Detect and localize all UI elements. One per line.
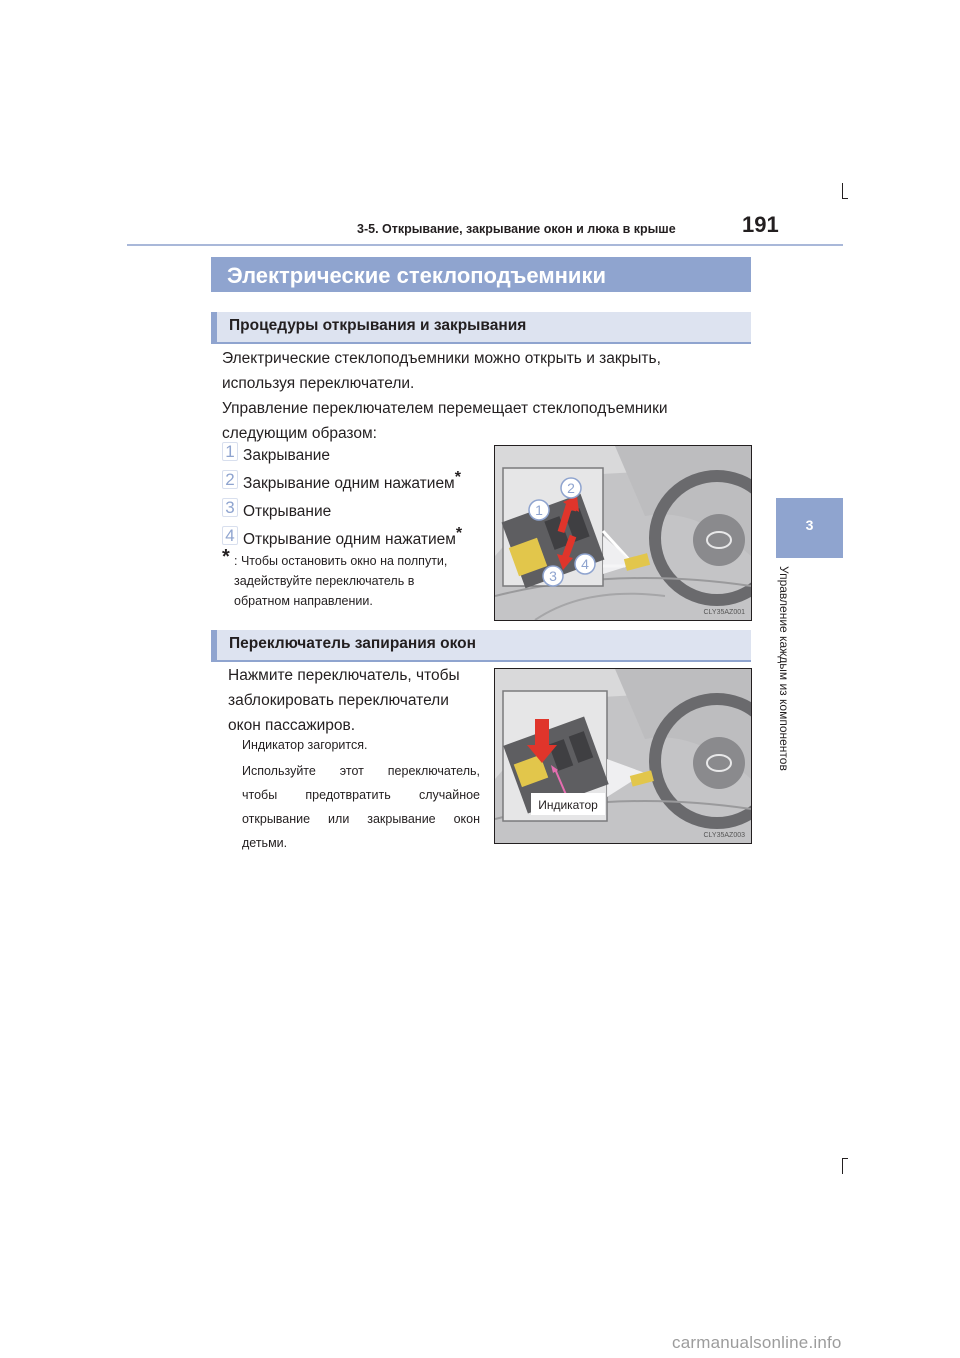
lock-line: окон пассажиров. — [228, 717, 356, 734]
detail-line: Используйте этот переключатель, — [242, 764, 480, 778]
lock-detail — [242, 759, 480, 855]
detail-line: чтобы предотвратить случайное — [242, 788, 480, 802]
subsection-heading-window-lock — [211, 630, 751, 662]
step-number-badge: 3 — [222, 498, 238, 517]
lock-paragraph — [228, 663, 480, 738]
step-label: Открывание одним нажатием* — [243, 525, 463, 548]
running-header: 3-5. Открывание, закрывание окон и люка в крыше — [357, 222, 676, 236]
crop-mark-top-tick — [842, 198, 848, 199]
subsection-heading-open-close — [211, 312, 751, 344]
footnote-line: : Чтобы остановить окно на полпути, — [234, 554, 448, 568]
chapter-title-vertical: Управление каждым из компонентов — [777, 566, 791, 771]
subsection-title: Процедуры открывания и закрывания — [229, 317, 527, 334]
footnote-line: обратном направлении. — [234, 594, 373, 608]
figure-window-switches — [494, 445, 752, 621]
step-number-badge: 2 — [222, 470, 238, 489]
detail-line: детьми. — [242, 836, 288, 850]
step-label: Открывание — [243, 503, 332, 520]
page-number: 191 — [742, 212, 779, 237]
crop-mark-top — [842, 183, 843, 199]
indicator-label: Индикатор — [538, 798, 598, 812]
intro-line: Электрические стеклоподъемники можно открыть и закрыть, — [222, 350, 661, 367]
chapter-tab — [776, 498, 843, 558]
watermark: carmanualsonline.info — [672, 1333, 842, 1352]
figure-window-lock-switch — [494, 668, 752, 844]
callout-1: 1 — [535, 502, 543, 518]
step-number-badge: 1 — [222, 442, 238, 461]
chapter-number: 3 — [805, 517, 814, 533]
lock-line: Нажмите переключатель, чтобы — [228, 667, 460, 684]
callout-4: 4 — [581, 556, 589, 572]
footnote-text — [234, 551, 480, 611]
page-title-banner — [211, 257, 751, 292]
lock-line: заблокировать переключатели — [228, 692, 449, 709]
step-label: Закрывание одним нажатием* — [243, 469, 461, 492]
detail-line: Индикатор загорится. — [242, 738, 368, 752]
callout-2: 2 — [567, 480, 575, 496]
header-rule — [127, 244, 843, 246]
intro-paragraph — [222, 346, 751, 446]
callout-3: 3 — [549, 568, 557, 584]
detail-line: открывание или закрывание окон — [242, 812, 480, 826]
crop-mark-bottom-tick — [842, 1158, 848, 1159]
step-label: Закрывание — [243, 447, 331, 464]
intro-line: следующим образом: — [222, 425, 377, 442]
intro-line: используя переключатели. — [222, 375, 415, 392]
lock-detail-first — [242, 733, 480, 757]
figure-code: CLY35AZ003 — [703, 832, 745, 839]
step-number-badge: 4 — [222, 526, 238, 545]
lock-switch-illustration — [495, 669, 751, 843]
crop-mark-bottom — [842, 1158, 843, 1174]
intro-line: Управление переключателем перемещает стеклоподъемники — [222, 400, 668, 417]
footnote-line: задействуйте переключатель в — [234, 574, 415, 588]
figure-code: CLY35AZ001 — [703, 609, 745, 616]
page-title: Электрические стеклоподъемники — [227, 263, 606, 288]
subsection-title: Переключатель запирания окон — [229, 635, 476, 652]
chapter-side-label — [779, 566, 803, 826]
switch-illustration — [495, 446, 751, 620]
footnote-star: * — [222, 546, 230, 568]
